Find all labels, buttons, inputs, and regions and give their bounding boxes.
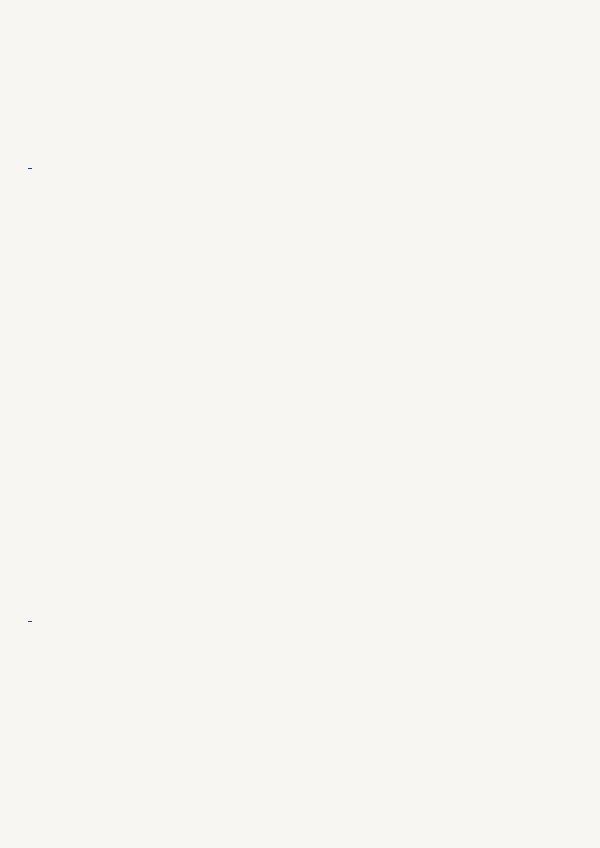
heading-sub xyxy=(28,621,32,622)
heading-clasificacion xyxy=(28,168,32,169)
